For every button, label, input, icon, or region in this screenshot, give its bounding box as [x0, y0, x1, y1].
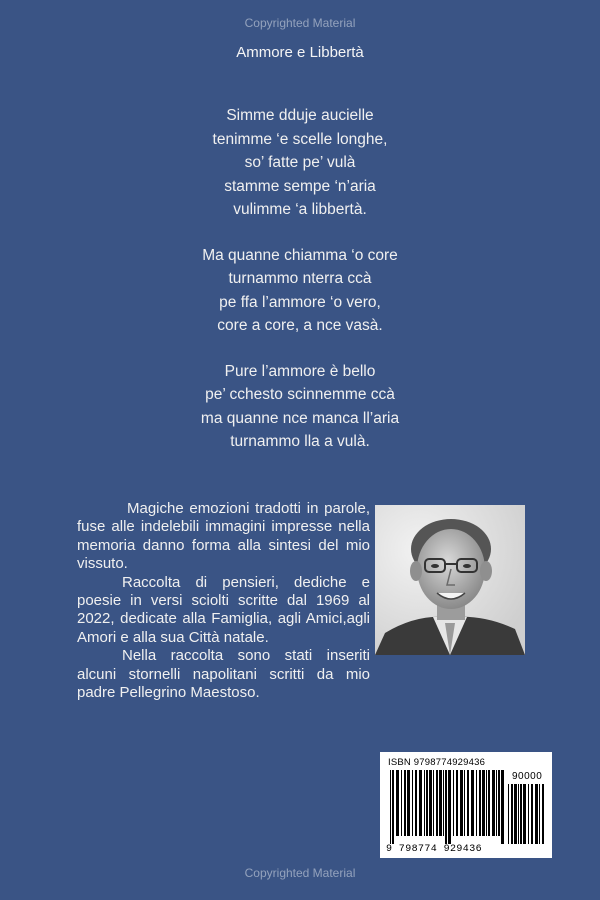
barcode-bar — [429, 770, 432, 836]
barcode-bar — [453, 770, 454, 836]
barcode-bar — [401, 770, 402, 836]
barcode-bar — [415, 770, 417, 836]
poem-title: Ammore e Libbertà — [236, 44, 364, 61]
barcode-bar — [528, 784, 529, 844]
poem-line: Ma quanne chiamma ‘o core — [202, 246, 398, 264]
barcode-bar — [498, 770, 500, 836]
barcode-bar — [419, 770, 422, 836]
poem-line: so’ fatte pe’ vulà — [244, 154, 356, 171]
barcode-bar — [407, 770, 410, 836]
barcode-bar — [424, 770, 425, 836]
barcode-bar — [412, 770, 413, 836]
poem-line: stamme sempe ‘n’aria — [224, 177, 376, 195]
barcode-bar — [445, 770, 447, 844]
description-paragraph-2: Raccolta di pensieri, dediche e poesie in versi sciolti scritte dal 1969 al 2022, dedicate alla Famiglia, agli Amici,agli Amori e alla sua Città natale. — [77, 573, 370, 646]
poem-line: Pure l’ammore è bello — [224, 362, 376, 380]
barcode-bar — [511, 784, 513, 844]
barcode-bar — [448, 770, 451, 844]
poem-stanza-1 — [0, 104, 600, 222]
barcode-bar — [523, 784, 526, 844]
barcode-bar — [426, 770, 428, 836]
poem-stanza-3 — [0, 360, 600, 454]
barcode-bar — [456, 770, 458, 836]
barcode-main-bars — [390, 770, 504, 844]
description-paragraph-1: Magiche emozioni tradotti in parole, fuse alle indelebili immagini impresse nella memoria danno forma alla sintesi del mio vissuto. — [77, 500, 370, 573]
barcode-bar — [486, 770, 487, 836]
barcode-bar — [476, 770, 477, 836]
barcode-bar — [471, 770, 474, 836]
barcode-bar — [501, 770, 504, 844]
barcode-bar — [496, 770, 497, 836]
barcode-bar — [396, 770, 399, 836]
watermark-top: Copyrighted Material — [244, 16, 356, 30]
barcode-bar — [443, 770, 444, 836]
author-portrait-image — [375, 505, 525, 655]
description-paragraph-3: Nella raccolta sono stati inseriti alcuni stornelli napolitani scritti da mio padre Pellegrino Maestoso. — [77, 647, 370, 702]
barcode-bar — [508, 784, 509, 844]
barcode-bar — [479, 770, 481, 836]
watermark-bottom: Copyrighted Material — [244, 866, 356, 880]
poem — [0, 104, 600, 476]
barcode-bar — [460, 770, 463, 836]
barcode-digits: 9 798774 929436 — [386, 844, 483, 855]
poem-line: tenimme ‘e scelle longhe, — [212, 130, 388, 148]
barcode-bar — [492, 770, 495, 836]
barcode-bar — [518, 784, 519, 844]
barcode-bar — [436, 770, 438, 836]
barcode-bar — [514, 784, 517, 844]
barcode-bar — [390, 770, 391, 844]
price-code: 90000 — [512, 771, 543, 782]
poem-line: core a core, a nce vasà. — [217, 317, 383, 334]
barcode-bar — [482, 770, 485, 836]
barcode-bar — [433, 770, 434, 836]
barcode-bar — [520, 784, 522, 844]
poem-line: Simme dduje aucielle — [226, 107, 374, 124]
barcode-bar — [404, 770, 406, 836]
author-photo — [375, 505, 525, 655]
barcode-bar — [488, 770, 490, 836]
isbn-barcode — [380, 752, 552, 858]
poem-line: turnammo nterra ccà — [228, 270, 372, 287]
poem-stanza-2 — [0, 244, 600, 338]
barcode-bar — [539, 784, 540, 844]
poem-line: pe’ cchesto scinnemme ccà — [205, 386, 395, 403]
barcode-bar — [467, 770, 469, 836]
isbn-label: ISBN 9798774929436 — [388, 757, 486, 768]
poem-line: vulimme ‘a libbertà. — [233, 201, 367, 218]
barcode-bar — [535, 784, 538, 844]
barcode-bar — [542, 784, 544, 844]
book-description — [77, 500, 370, 702]
barcode-bar — [464, 770, 465, 836]
barcode-bar — [531, 784, 533, 844]
barcode-bar — [439, 770, 442, 836]
barcode-addon-bars — [508, 784, 546, 844]
poem-line: ma quanne nce manca ll’aria — [200, 409, 400, 427]
poem-line: turnammo lla a vulà. — [230, 433, 370, 450]
barcode-bar — [392, 770, 394, 844]
poem-line: pe ffa l’ammore ‘o vero, — [219, 293, 381, 311]
